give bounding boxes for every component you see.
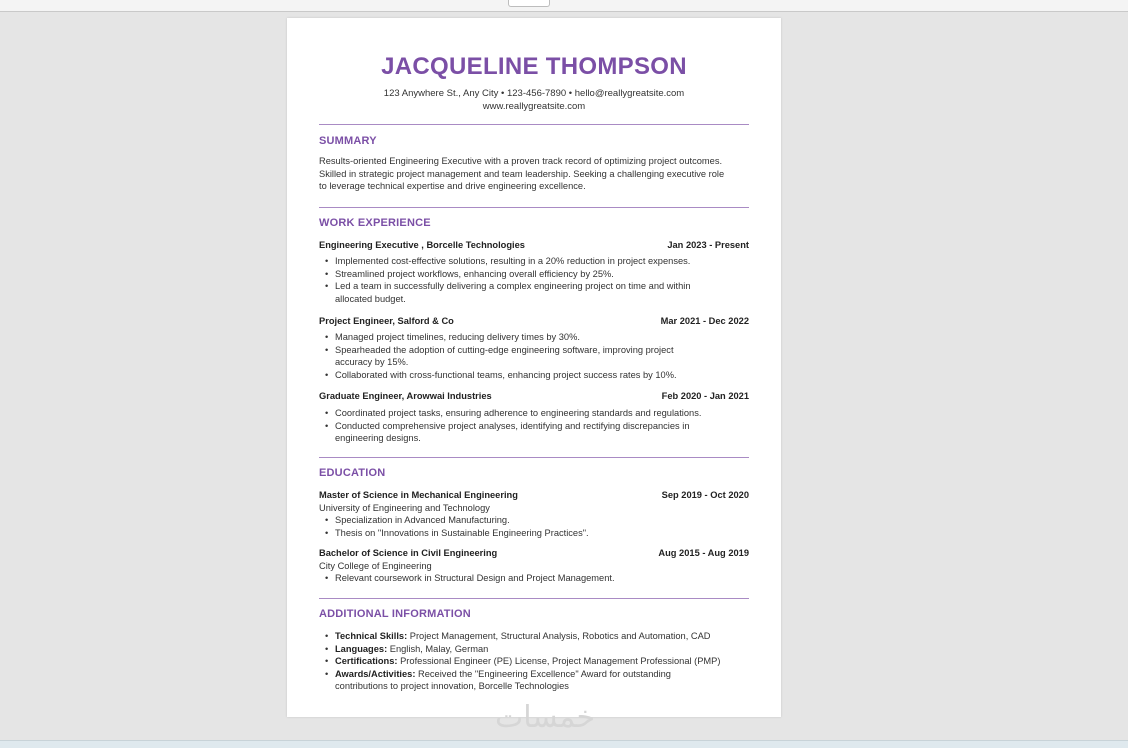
item-text: Received the "Engineering Excellence" Award for outstanding [415, 668, 671, 679]
item-text: Project Management, Structural Analysis, Robotics and Automation, CAD [407, 631, 711, 641]
watermark-logo: خمسات [495, 700, 596, 735]
degree-header [319, 490, 749, 500]
contact-info [319, 88, 749, 113]
job-bullet: • Managed project timelines, reducing delivery times by 30%. [335, 331, 677, 344]
additional-info-list [319, 630, 720, 693]
job-role: Engineering Executive , Borcelle Technologies [319, 240, 525, 250]
job-date: Jan 2023 - Present [667, 240, 749, 250]
job-bullet-continued: allocated budget. [335, 293, 406, 304]
job-bullet: • Spearheaded the adoption of cutting-edge engineering software, improving project [335, 344, 677, 357]
viewer-top-bar [0, 0, 1128, 12]
degree-date: Sep 2019 - Oct 2020 [661, 490, 749, 500]
job-header [319, 391, 749, 401]
additional-info-item [335, 643, 720, 656]
website-link: www.reallygreatsite.com [482, 100, 586, 112]
divider [319, 457, 749, 458]
summary-line: Results-oriented Engineering Executive with a proven track record of optimizing project outcomes. [319, 156, 723, 166]
degree-header [319, 548, 749, 558]
job-bullets [319, 331, 677, 381]
school-name: University of Engineering and Technology [319, 503, 490, 513]
degree-bullet: • Relevant coursework in Structural Design and Project Management. [335, 572, 615, 585]
job-role: Graduate Engineer, Arowwai Industries [319, 391, 492, 401]
job-bullet: • Conducted comprehensive project analyses, identifying and rectifying discrepancies in [335, 420, 701, 433]
job-bullet: • Collaborated with cross-functional teams, enhancing project success rates by 10%. [335, 369, 677, 382]
item-text: English, Malay, German [387, 643, 489, 654]
divider [319, 124, 749, 125]
job-header [319, 240, 749, 250]
job-date: Mar 2021 - Dec 2022 [660, 316, 749, 326]
school-name: City College of Engineering [319, 561, 432, 571]
summary-title: SUMMARY [319, 135, 377, 147]
work-experience-title: WORK EXPERIENCE [319, 217, 431, 229]
divider [319, 207, 749, 208]
degree-date: Aug 2015 - Aug 2019 [658, 548, 749, 558]
degree-name: Bachelor of Science in Civil Engineering [319, 548, 498, 558]
item-label: Certifications: [335, 656, 398, 666]
job-bullet: • Implemented cost-effective solutions, resulting in a 20% reduction in project expenses. [335, 255, 691, 268]
additional-info-item [335, 630, 720, 643]
job-bullets [319, 255, 691, 305]
summary-line: Skilled in strategic project management and team leadership. Seeking a challenging executive role [319, 168, 725, 179]
education-title: EDUCATION [319, 467, 386, 479]
candidate-name: JACQUELINE THOMPSON [381, 53, 687, 80]
summary-line: to leverage technical expertise and drive engineering excellence. [319, 181, 586, 191]
job-bullet: • Streamlined project workflows, enhancing overall efficiency by 25%. [335, 268, 691, 281]
job-bullets [319, 407, 701, 445]
item-label: Languages: [335, 643, 388, 654]
additional-info-item [335, 668, 720, 681]
resume-page [287, 18, 781, 717]
additional-info-item [335, 655, 720, 668]
job-header [319, 316, 749, 326]
item-label: Awards/Activities: [335, 668, 416, 679]
job-bullet: • Led a team in successfully delivering a complex engineering project on time and within [335, 280, 691, 293]
page-tab-handle[interactable] [508, 0, 550, 7]
job-bullet-continued: accuracy by 15%. [335, 357, 409, 367]
degree-bullet: • Thesis on "Innovations in Sustainable Engineering Practices". [335, 527, 589, 540]
job-date: Feb 2020 - Jan 2021 [661, 391, 749, 401]
degree-bullet: • Specialization in Advanced Manufacturing. [335, 514, 589, 527]
additional-info-title: ADDITIONAL INFORMATION [319, 608, 471, 620]
item-text: Professional Engineer (PE) License, Project Management Professional (PMP) [397, 656, 721, 666]
degree-name: Master of Science in Mechanical Engineering [319, 490, 518, 500]
job-role: Project Engineer, Salford & Co [319, 316, 454, 326]
divider [319, 598, 749, 599]
item-label: Technical Skills: [335, 631, 408, 641]
job-bullet-continued: engineering designs. [335, 433, 421, 443]
degree-bullets [319, 514, 589, 539]
degree-bullets [319, 572, 615, 585]
summary-text [319, 155, 749, 193]
additional-info-continued: contributions to project innovation, Borcelle Technologies [335, 681, 569, 691]
contact-line: 123 Anywhere St., Any City • 123-456-7890 • hello@reallygreatsite.com [383, 88, 685, 99]
job-bullet: • Coordinated project tasks, ensuring adherence to engineering standards and regulations. [335, 407, 701, 420]
